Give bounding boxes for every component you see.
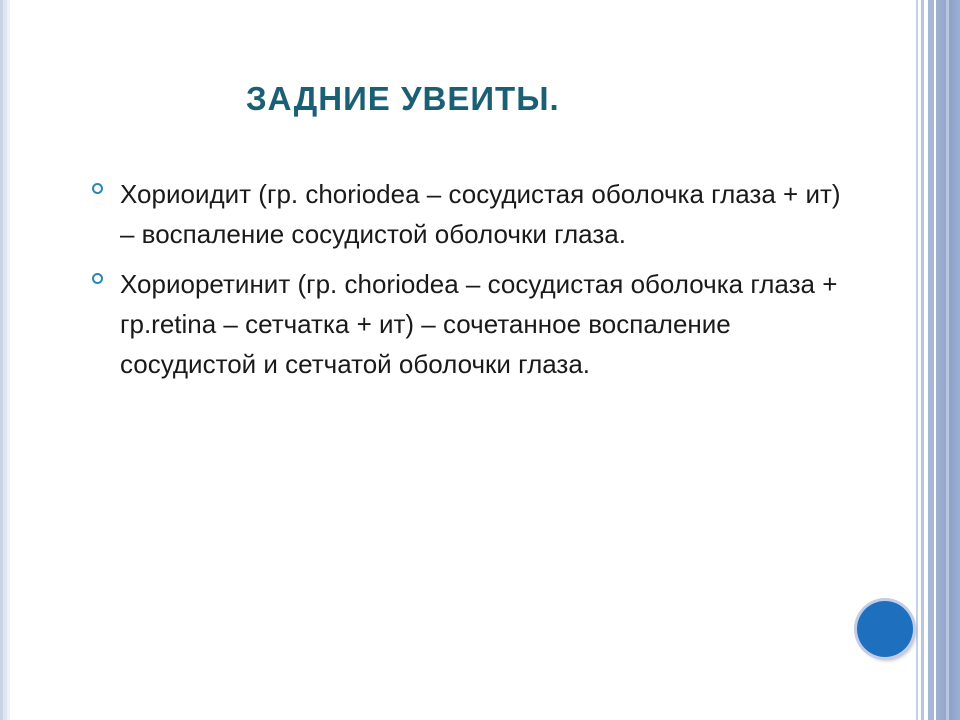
bullet-list	[92, 174, 852, 394]
slide-title: ЗАДНИЕ УВЕИТЫ.	[246, 80, 560, 117]
left-border-decoration	[0, 0, 10, 720]
ring-bullet-icon	[92, 183, 103, 194]
right-border-stripe	[946, 0, 949, 720]
right-border-stripe	[928, 0, 934, 720]
ring-bullet-icon	[92, 273, 103, 284]
list-item	[92, 174, 852, 254]
right-border-decoration	[916, 0, 960, 720]
list-item	[92, 264, 852, 384]
decorative-circle	[857, 601, 913, 657]
right-border-stripe	[921, 0, 924, 720]
bullet-text: Хориоидит (гр. choriodea – сосудистая оболочка глаза + ит) – воспаление сосудистой оболочки глаза.	[120, 179, 841, 249]
right-border-stripe	[916, 0, 918, 720]
bullet-text: Хориоретинит (гр. choriodea – сосудистая оболочка глаза + гр.retina – сетчатка + ит) – сочетанное воспаление сосудистой и сетчатой оболочки глаза.	[120, 269, 838, 379]
